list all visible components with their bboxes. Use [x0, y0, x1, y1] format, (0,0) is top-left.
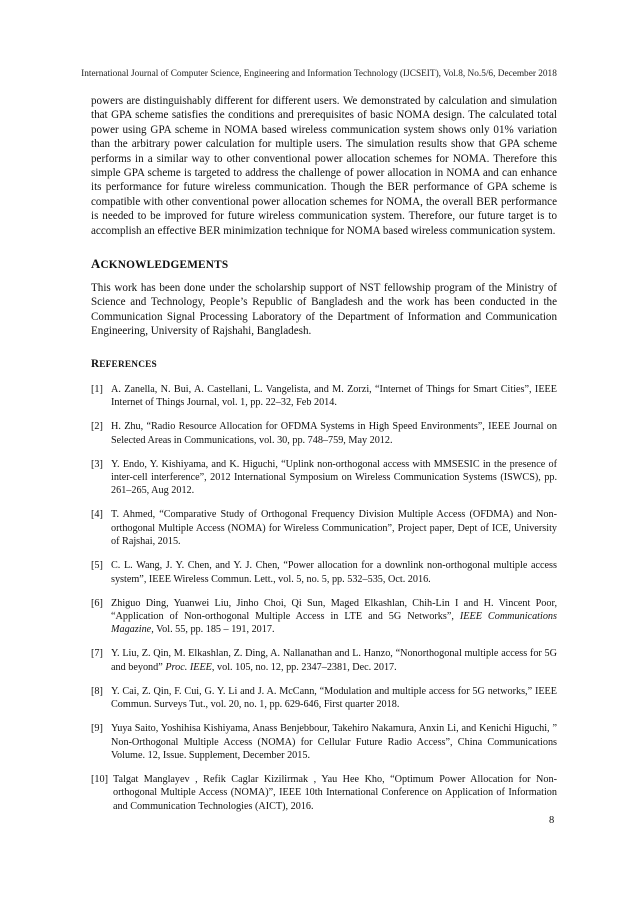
reference-item: [91, 773, 557, 813]
reference-text: H. Zhu, “Radio Resource Allocation for OFDMA Systems in High Speed Environments”, IEEE Journal on Selected Areas in Communications, vol. 30, pp. 748–759, May 2012.: [111, 421, 557, 446]
acknowledgements-heading: [91, 257, 557, 272]
reference-text: C. L. Wang, J. Y. Chen, and Y. J. Chen, “Power allocation for a downlink non-orthogonal multiple access system”, IEEE Wireless Commun. Lett., vol. 5, no. 5, pp. 532–535, Oct. 2016.: [111, 560, 557, 585]
references-heading-rest: EFERENCES: [99, 359, 157, 370]
reference-item: [91, 383, 557, 410]
reference-text: Y. Endo, Y. Kishiyama, and K. Higuchi, “Uplink non-orthogonal access with MMSESIC in the presence of inter-cell interference”, 2012 International Symposium on Wireless Communication Systems (ISWCS), pp. 261–265, Aug 2012.: [111, 458, 557, 497]
reference-item: [91, 420, 557, 447]
reference-text-tail: , vol. 105, no. 12, pp. 2347–2381, Dec. 2017.: [211, 661, 397, 673]
reference-number: [3]: [91, 458, 103, 470]
acknowledgements-heading-initial: A: [91, 257, 101, 272]
reference-text: Zhiguo Ding, Yuanwei Liu, Jinho Choi, Qi Sun, Maged Elkashlan, Chih-Lin I and H. Vincent Poor, “Application of Non-orthogonal Multiple Access in LTE and 5G Networks”,: [111, 597, 557, 622]
references-list: [91, 383, 557, 814]
reference-text: A. Zanella, N. Bui, A. Castellani, L. Vangelista, and M. Zorzi, “Internet of Things for Smart Cities”, IEEE Internet of Things Journal, vol. 1, pp. 22–32, Feb 2014.: [111, 383, 557, 409]
reference-number: [4]: [91, 509, 103, 521]
reference-item: [91, 685, 557, 712]
reference-item: [91, 597, 557, 637]
reference-item: [91, 647, 557, 674]
reference-number: [10]: [91, 773, 108, 785]
running-header: International Journal of Computer Science, Engineering and Information Technology (IJCSEIT), Vol.8, No.5/6, December 2018: [81, 69, 557, 79]
reference-item: [91, 722, 557, 762]
reference-number: [5]: [91, 560, 103, 572]
reference-number: [1]: [91, 383, 103, 395]
acknowledgements-paragraph: This work has been done under the scholarship support of NST fellowship program of the Ministry of Science and Technology, People’s Republic of Bangladesh and the work has been conducted in the Communication Signal Processing Laboratory of the Department of Information and Communication Engineering, University of Rajshahi, Bangladesh.: [91, 282, 557, 338]
reference-number: [8]: [91, 685, 103, 697]
reference-text: Yuya Saito, Yoshihisa Kishiyama, Anass Benjebbour, Takehiro Nakamura, Anxin Li, and Kenichi Higuchi, ” Non-Orthogonal Multiple Access (NOMA) for Cellular Future Radio Access”, China Communications Volume. 12, Issue. Supplement, December 2015.: [111, 723, 557, 761]
conclusion-paragraph: powers are distinguishably different for different users. We demonstrated by calculation and simulation that GPA scheme satisfies the conditions and prerequisites of basic NOMA design. The calculated total power using GPA scheme in NOMA based wireless communication system shows only 01% variation than the arbitrary power calculation for multiple users. The simulation results show that GPA scheme performs in a similar way to other conventional power allocation schemes for NOMA. Therefore this simple GPA scheme is targeted to address the challenge of power allocation in NOMA and can enhance its performance for future wireless communication. Though the BER performance of GPA scheme is compatible with other conventional power allocation schemes for NOMA, the overall BER performance is needed to be improved for future wireless communication system. Therefore, our future target is to accomplish an effective BER minimization technique for NOMA based wireless communication system.: [91, 95, 557, 237]
reference-number: [2]: [91, 421, 103, 433]
references-heading-initial: R: [91, 357, 100, 370]
reference-number: [9]: [91, 723, 103, 735]
reference-text: T. Ahmed, “Comparative Study of Orthogonal Frequency Division Multiple Access (OFDMA) and Non-orthogonal Multiple Access (NOMA) for Wireless Communication”, Project paper, Dept of ICE, University of Rajshai, 2015.: [111, 509, 557, 548]
reference-text: Y. Liu, Z. Qin, M. Elkashlan, Z. Ding, A. Nallanathan and L. Hanzo, “Nonorthogonal multiple access for 5G and beyond”: [111, 648, 557, 673]
reference-text-tail: , Vol. 55, pp. 185 – 191, 2017.: [151, 624, 275, 636]
reference-item: [91, 559, 557, 586]
reference-text: Talgat Manglayev , Refik Caglar Kizilirmak , Yau Hee Kho, “Optimum Power Allocation for Non-orthogonal Multiple Access (NOMA)”, IEEE 10th International Conference on Application of Information and Communication Technologies (AICT), 2016.: [113, 773, 557, 812]
acknowledgements-heading-rest: CKNOWLEDGEMENTS: [100, 259, 229, 272]
reference-journal: Proc. IEEE: [165, 661, 212, 673]
references-heading: [91, 358, 557, 370]
reference-number: [7]: [91, 648, 103, 660]
page-number: 8: [549, 815, 555, 826]
reference-item: [91, 458, 557, 498]
page-content: [91, 94, 557, 824]
reference-journal: IEEE Communications Magazine: [111, 610, 557, 636]
reference-number: [6]: [91, 597, 103, 609]
reference-text: Y. Cai, Z. Qin, F. Cui, G. Y. Li and J. A. McCann, “Modulation and multiple access for 5G networks,” IEEE Commun. Surveys Tut., vol. 20, no. 1, pp. 629-646, First quarter 2018.: [111, 685, 557, 711]
reference-item: [91, 508, 557, 548]
